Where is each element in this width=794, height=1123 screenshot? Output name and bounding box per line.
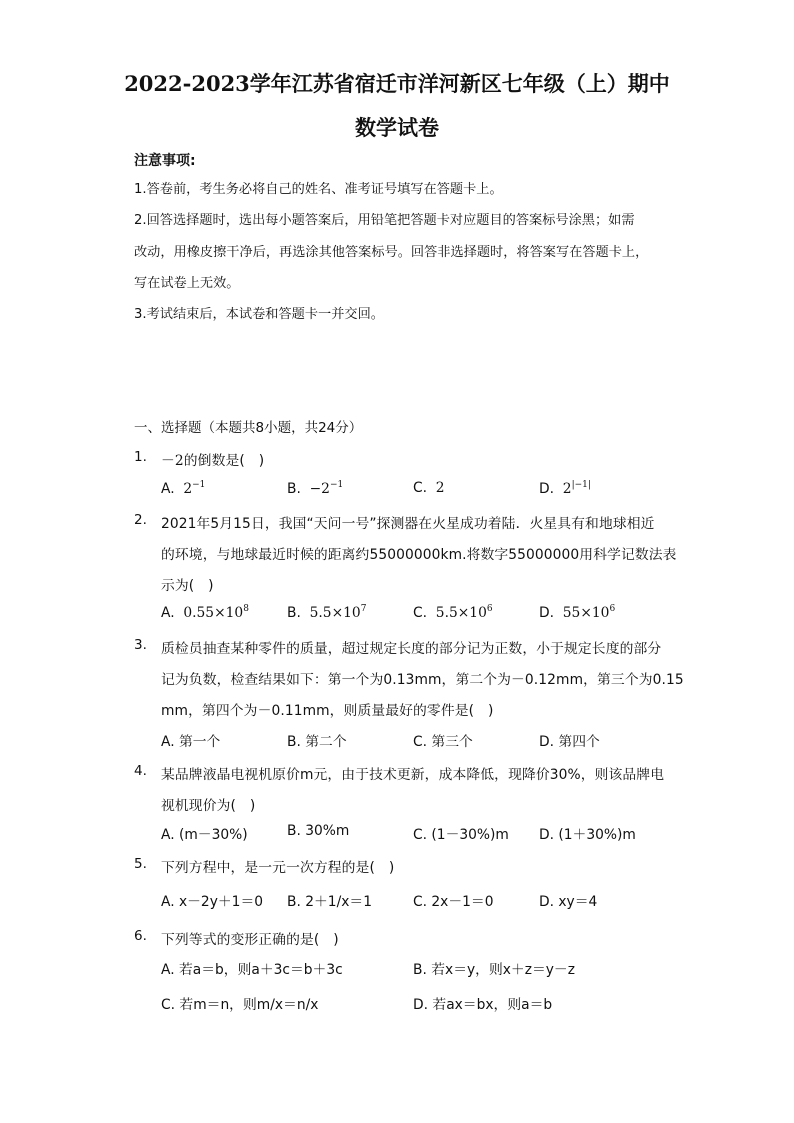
option-b: B. $-2^{-1}$ bbox=[287, 480, 344, 497]
question-number: 4. bbox=[134, 763, 147, 779]
question-stem-line: 下列等式的变形正确的是( ) bbox=[161, 932, 339, 948]
question-number: 2. bbox=[134, 512, 147, 528]
question-stem-line: 的环境，与地球最近时候的距离约55000000km.将数字55000000用科学记数法表 bbox=[161, 547, 677, 563]
option-a: A. $2^{-1}$ bbox=[161, 480, 206, 497]
question-number: 5. bbox=[134, 856, 147, 872]
option-c: C. 2x－1＝0 bbox=[413, 894, 494, 910]
option-c: C. 2 bbox=[413, 480, 445, 496]
notice-line: 改动，用橡皮擦干净后，再选涂其他答案标号。回答非选择题时，将答案写在答题卡上， bbox=[134, 245, 649, 260]
option-d: D. (1＋30%)m bbox=[539, 827, 636, 843]
option-a: A. 若a＝b，则a＋3c＝b＋3c bbox=[161, 962, 343, 978]
section-heading: 一、选择题（本题共8小题，共24分） bbox=[134, 420, 363, 436]
question-number: 3. bbox=[134, 637, 147, 653]
option-a: A. (m－30%) bbox=[161, 827, 248, 843]
notice-line: 写在试卷上无效。 bbox=[134, 276, 240, 291]
question-stem-line: 质检员抽查某种零件的质量，超过规定长度的部分记为正数，小于规定长度的部分 bbox=[161, 641, 662, 657]
option-c: C. 第三个 bbox=[413, 734, 473, 750]
option-d: D. $2^{|-1|}$ bbox=[539, 480, 591, 497]
question-stem-line: 记为负数，检查结果如下：第一个为0.13mm，第二个为－0.12mm，第三个为0.15 bbox=[161, 672, 684, 688]
option-d: D. $55\times 10^6$ bbox=[539, 604, 616, 621]
question-stem-line: 2021年5月15日，我国“天问一号”探测器在火星成功着陆．火星具有和地球相近 bbox=[161, 516, 655, 532]
question-stem-line: 视机现价为( ) bbox=[161, 798, 256, 814]
option-b: B. 第二个 bbox=[287, 734, 347, 750]
notice-line: 1.答卷前，考生务必将自己的姓名、准考证号填写在答题卡上。 bbox=[134, 182, 503, 197]
question-stem-line: 下列方程中，是一元一次方程的是( ) bbox=[161, 860, 395, 876]
question-number: 6. bbox=[134, 928, 147, 944]
option-b: B. 30%m bbox=[287, 823, 350, 839]
option-b: B. 若x＝y，则x＋z＝y－z bbox=[413, 962, 575, 978]
notice-line: 2.回答选择题时，选出每小题答案后，用铅笔把答题卡对应题目的答案标号涂黑；如需 bbox=[134, 213, 635, 228]
option-b: B. 2＋1/x＝1 bbox=[287, 894, 372, 910]
option-c: C. $5.5\times 10^6$ bbox=[413, 604, 493, 621]
question-number: 1. bbox=[134, 449, 147, 465]
option-d: D. 第四个 bbox=[539, 734, 600, 750]
option-a: A. 第一个 bbox=[161, 734, 221, 750]
exam-title-line1: 2022-2023学年江苏省宿迁市洋河新区七年级（上）期中 bbox=[124, 71, 670, 96]
question-stem-line: 某品牌液晶电视机原价m元，由于技术更新，成本降低，现降价30%，则该品牌电 bbox=[161, 767, 665, 783]
option-c: C. (1－30%)m bbox=[413, 827, 509, 843]
question-stem-line: 示为( ) bbox=[161, 578, 214, 594]
exam-title-line2: 数学试卷 bbox=[355, 115, 439, 140]
question-stem: －2的倒数是( ) bbox=[161, 453, 265, 469]
option-d: D. 若ax＝bx，则a＝b bbox=[413, 997, 553, 1013]
question-stem-line: mm，第四个为－0.11mm，则质量最好的零件是( ) bbox=[161, 703, 494, 719]
option-a: A. x－2y＋1＝0 bbox=[161, 894, 264, 910]
notice-heading: 注意事项: bbox=[134, 153, 196, 169]
notice-line: 3.考试结束后，本试卷和答题卡一并交回。 bbox=[134, 307, 384, 322]
option-c: C. 若m＝n，则m/x＝n/x bbox=[161, 997, 319, 1013]
option-b: B. $5.5\times 10^7$ bbox=[287, 604, 367, 621]
option-d: D. xy＝4 bbox=[539, 894, 598, 910]
option-a: A. $0.55\times 10^8$ bbox=[161, 604, 249, 621]
